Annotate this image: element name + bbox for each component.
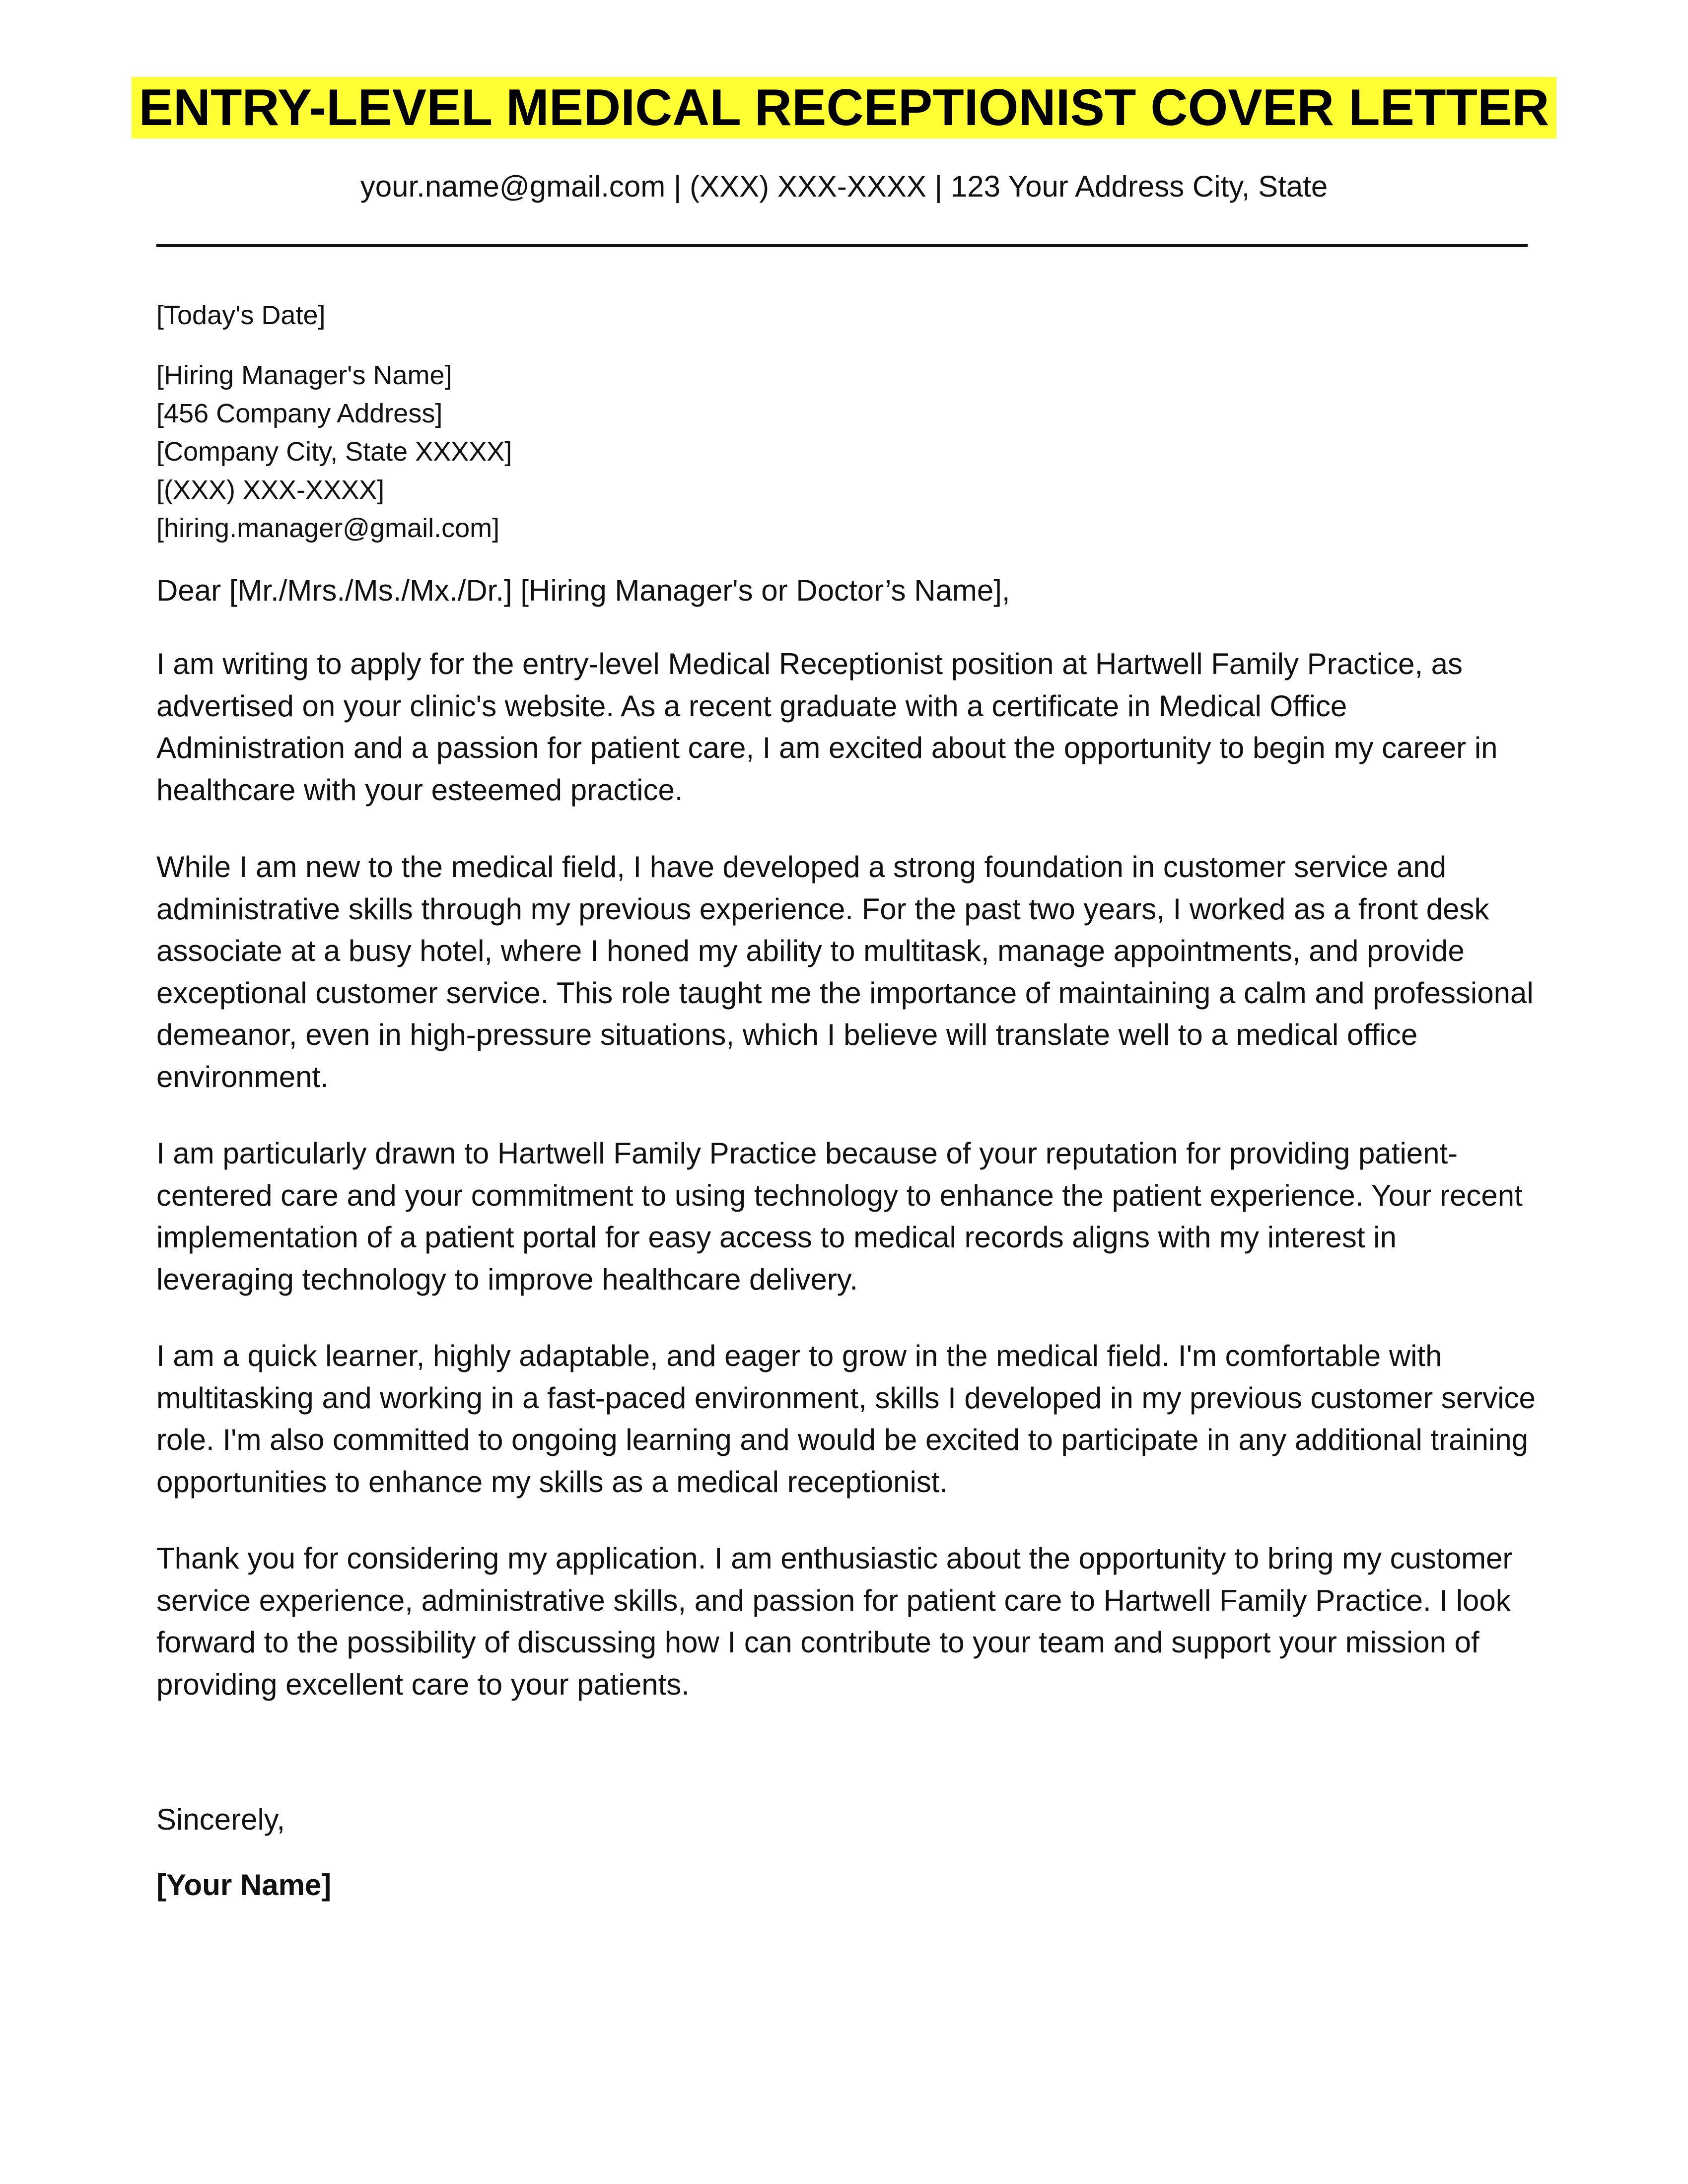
document-title: ENTRY-LEVEL MEDICAL RECEPTIONIST COVER LETTER [132,77,1556,138]
body-paragraph-4: I am a quick learner, highly adaptable, and eager to grow in the medical field. I'm comfortable with multitasking and working in a fast-paced environment, skills I developed in my previous customer service role. I'm also committed to ongoing learning and would be excited to participate in any additional training opportunities to enhance my skills as a medical receptionist. [156,1339,1536,1499]
header-divider [156,244,1528,247]
recipient-name: [Hiring Manager's Name] [156,360,452,390]
recipient-address [156,356,1542,547]
letter-date: [Today's Date] [156,300,326,330]
contact-line: your.name@gmail.com | (XXX) XXX-XXXX | 123 Your Address City, State [360,170,1328,203]
salutation: Dear [Mr./Mrs./Ms./Mx./Dr.] [Hiring Manager's or Doctor’s Name], [156,574,1010,607]
body-paragraph-1: I am writing to apply for the entry-level Medical Receptionist position at Hartwell Family Practice, as advertised on your clinic's website. As a recent graduate with a certificate in Medical Office Administration and a passion for patient care, I am excited about the opportunity to begin my career in healthcare with your esteemed practice. [156,647,1498,807]
closing: Sincerely, [156,1803,285,1836]
recipient-city-state: [Company City, State XXXXX] [156,437,512,467]
body-paragraph-2: While I am new to the medical field, I have developed a strong foundation in customer service and administrative skills through my previous experience. For the past two years, I worked as a front desk associate at a busy hotel, where I honed my ability to multitask, manage appointments, and provide exceptional customer service. This role taught me the importance of maintaining a calm and professional demeanor, even in high-pressure situations, which I believe will translate well to a medical office environment. [156,850,1534,1093]
body-paragraph-5: Thank you for considering my application. I am enthusiastic about the opportunity to bring my customer service experience, administrative skills, and passion for patient care to Hartwell Family Practice. I look forward to the possibility of discussing how I can contribute to your team and support your mission of providing excellent care to your patients. [156,1542,1513,1701]
recipient-phone: [(XXX) XXX-XXXX] [156,475,385,505]
signature-name: [Your Name] [156,1868,332,1902]
recipient-street: [456 Company Address] [156,399,443,428]
body-paragraph-3: I am particularly drawn to Hartwell Family Practice because of your reputation for providing patient-centered care and your commitment to using technology to enhance the patient experience. Your recent implementation of a patient portal for easy access to medical records aligns with my interest in leveraging technology to improve healthcare delivery. [156,1137,1523,1296]
title-container [0,77,1688,138]
recipient-email: [hiring.manager@gmail.com] [156,513,500,543]
